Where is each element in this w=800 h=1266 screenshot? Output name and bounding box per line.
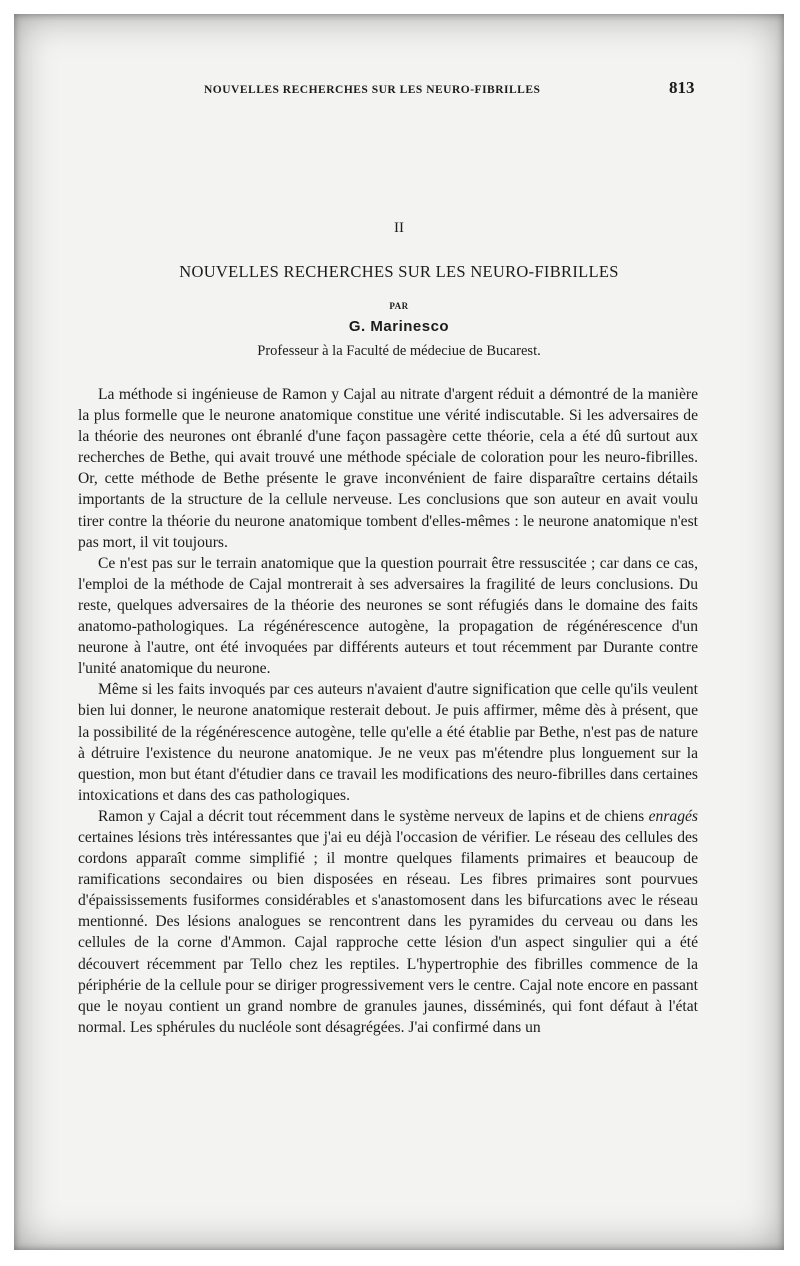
article-title: NOUVELLES RECHERCHES SUR LES NEURO-FIBRILLES bbox=[179, 262, 619, 281]
paragraph-1: La méthode si ingénieuse de Ramon y Cajal au nitrate d'argent réduit a démontré de la manière la plus formelle que le neurone anatomique constitue une vérité indiscutable. Si les adversaires de la théorie des neurones ont ébranlé d'une façon passagère cette théorie, cela a été dû surtout aux recherches de Bethe, qui avait trouvé une méthode spéciale de coloration pour les neuro-fibrilles. Or, cette méthode de Bethe présente le grave inconvénient de faire disparaître certains détails importants de la structure de la cellule nerveuse. Les conclusions que son auteur en avait voulu tirer contre la théorie du neurone anatomique tombent d'elles-mêmes : le neurone anatomique n'est pas mort, il vit toujours. bbox=[78, 386, 698, 551]
author-name: G. Marinesco bbox=[348, 318, 450, 335]
paragraph-4-part-2: certaines lésions très intéressantes que j'ai eu déjà l'occasion de vérifier. Le réseau des cellules des cordons apparaît comme simplifié ; il montre quelques filaments primaires et beaucoup de ramifications secondaires ou bien disposées en réseau. Les fibres primaires sont pourvues d'épaississements fusiformes considérables et s'anastomosent dans les bifurcations avec le réseau mentionné. Des lésions analogues se rencontrent dans les pyramides du cerveau ou dans les cellules de la corne d'Ammon. Cajal rapproche cette lésion d'un aspect singulier qui a été découvert récemment par Tello chez les reptiles. L'hypertrophie des fibrilles commence de la périphérie de la cellule pour se diriger progressivement vers le centre. Cajal note encore en passant que le noyau contient un grand nombre de granules jaunes, disséminés, qui font défaut à l'état normal. Les sphérules du nucléole sont désagrégées. J'ai confirmé dans un bbox=[78, 828, 698, 1036]
paragraph-4-part-1: Ramon y Cajal a décrit tout récemment dans le système nerveux de lapins et de chiens bbox=[98, 807, 649, 825]
article-body bbox=[78, 384, 698, 1038]
paragraph-2: Ce n'est pas sur le terrain anatomique que la question pourrait être ressuscitée ; car dans ce cas, l'emploi de la méthode de Cajal montrerait à ses adversaires la fragilité de leurs conclusions. Du reste, quelques adversaires de la théorie des neurones se sont réfugiés dans le domaine des faits anatomo-pathologiques. La régénérescence autogène, la propagation de régénérescence d'un neurone à l'autre, ont été invoquées par différents auteurs et tout récemment par Durante contre l'unité anatomique du neurone. bbox=[78, 554, 698, 678]
page-number: 813 bbox=[669, 78, 695, 97]
scanned-page bbox=[14, 14, 784, 1250]
paragraph-3: Même si les faits invoqués par ces auteurs n'avaient d'autre signification que celle qu'ils veulent bien lui donner, le neurone anatomique resterait debout. Je puis affirmer, même dès à présent, que la possibilité de la régénérescence autogène, telle qu'elle a été établie par Bethe, n'est pas de nature à détruire l'existence du neurone anatomique. Je ne veux pas m'étendre plus longuement sur la question, mon but étant d'étudier dans ce travail les modifications des neuro-fibrilles dans certaines intoxications et dans des cas pathologiques. bbox=[78, 681, 698, 804]
author-affiliation: Professeur à la Faculté de médeciue de Bucarest. bbox=[257, 343, 541, 359]
paragraph-4 bbox=[78, 806, 698, 1038]
byline-prefix: PAR bbox=[389, 301, 409, 311]
section-number: II bbox=[394, 220, 404, 236]
running-title: NOUVELLES RECHERCHES SUR LES NEURO-FIBRILLES bbox=[204, 84, 541, 96]
paragraph-4-italic: enragés bbox=[648, 807, 698, 825]
